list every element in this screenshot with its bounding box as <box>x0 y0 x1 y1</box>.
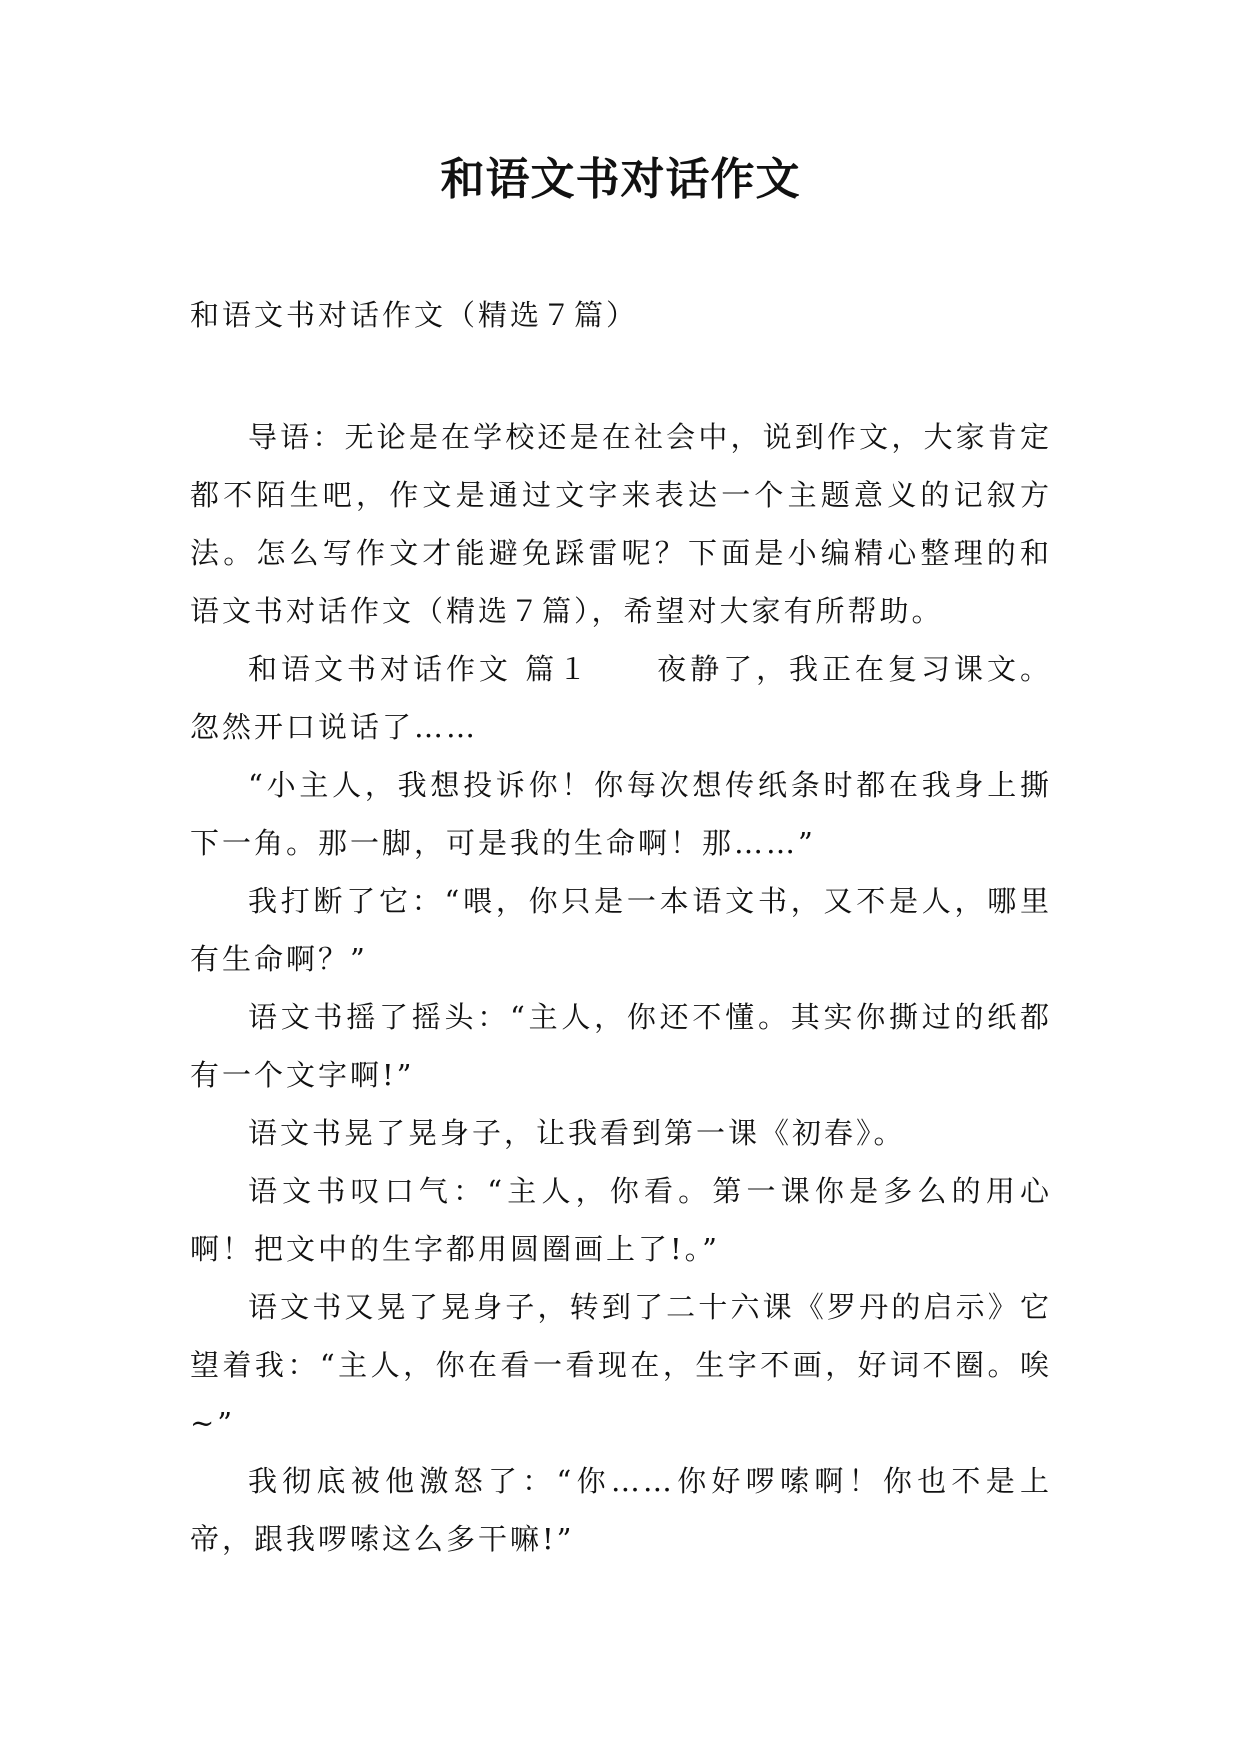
document-subtitle: 和语文书对话作文（精选７篇） <box>190 298 639 332</box>
paragraph: 我打断了它：“喂，你只是一本语文书，又不是人，哪里有生命啊？” <box>190 884 1052 976</box>
paragraph: 语文书晃了晃身子，让我看到第一课《初春》。 <box>248 1116 906 1150</box>
paragraph: 语文书摇了摇头：“主人，你还不懂。其实你撕过的纸都有一个文字啊!” <box>190 1000 1052 1092</box>
paragraph: 语文书又晃了晃身子，转到了二十六课《罗丹的启示》它望着我：“主人，你在看一看现在，生字不画，好词不圈。唉~” <box>190 1290 1052 1440</box>
paragraph-essay-1-start: 和语文书对话作文 篇１ 夜静了，我正在复习课文。忽然开口说话了…… <box>190 652 1052 744</box>
paragraph-intro: 导语：无论是在学校还是在社会中，说到作文，大家肯定都不陌生吧，作文是通过文字来表达一个主题意义的记叙方法。怎么写作文才能避免踩雷呢？下面是小编精心整理的和语文书对话作文（精选７篇），希望对大家有所帮助。 <box>190 420 1052 628</box>
paragraph: “小主人，我想投诉你！你每次想传纸条时都在我身上撕下一角。那一脚，可是我的生命啊！那……” <box>190 768 1052 860</box>
paragraph: 语文书叹口气：“主人，你看。第一课你是多么的用心啊！把文中的生字都用圆圈画上了!。” <box>190 1174 1052 1266</box>
document-title: 和语文书对话作文 <box>440 154 801 205</box>
paragraph: 我彻底被他激怒了：“你……你好啰嗦啊！你也不是上帝，跟我啰嗦这么多干嘛!” <box>190 1464 1052 1556</box>
document-body <box>190 286 1052 1568</box>
